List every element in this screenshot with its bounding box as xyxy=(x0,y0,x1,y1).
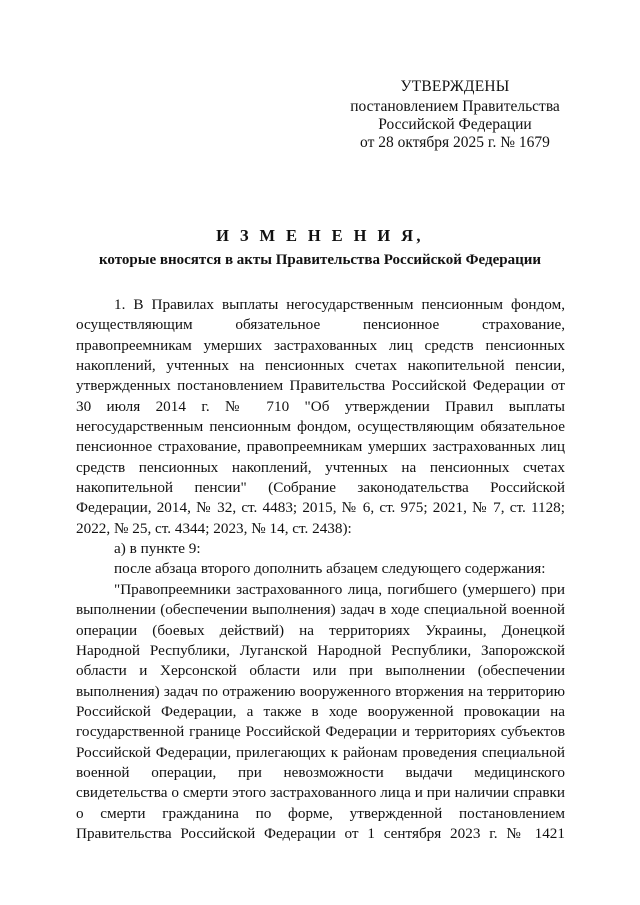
approval-line-2: Российской Федерации xyxy=(378,116,532,133)
document-body xyxy=(76,295,565,844)
document-subtitle: которые вносятся в акты Правительства Российской Федерации xyxy=(98,252,542,268)
paragraph-4: "Правопреемники застрахованного лица, погибшего (умершего) при выполнении (обеспечении выполнения) задач в ходе специальной военной операции (боевых действий) на территориях Украины, Донецкой Народной Республики, Луганской Народной Республики, Запорожской области и Херсонской области или при выполнении (обеспечении выполнения) задач по отражению вооруженного вторжения на территорию Российской Федерации, а также в ходе вооруженной провокации на государственной границе Российской Федерации и территориях субъектов Российской Федерации, прилегающих к районам проведения специальной военной операции, при невозможности выдачи медицинского свидетельства о смерти этого застрахованного лица и при наличии справки о смерти гражданина по форме, утвержденной постановлением Правительства Российской Федерации от 1 сентября 2023 г. № 1421 xyxy=(76,580,565,842)
approval-stamp xyxy=(330,78,580,152)
paragraph-3: после абзаца второго дополнить абзацем следующего содержания: xyxy=(114,560,546,578)
paragraph-1: 1. В Правилах выплаты негосударственным пенсионным фондом, осуществляющим обязательное пенсионное страхование, правопреемникам умерших застрахованных лиц средств пенсионных накоплений, учтенных на пенсионных счетах накопительной пенсии, утвержденных постановлением Правительства Российской Федерации от 30 июля 2014 г. № 710 "Об утверждении Правил выплаты негосударственным пенсионным фондом, осуществляющим обязательное пенсионное страхование, правопреемникам умерших застрахованных лиц средств пенсионных накоплений, учтенных на пенсионных счетах накопительной пенсии" (Собрание законодательства Российской Федерации, 2014, № 32, ст. 4483; 2015, № 6, ст. 975; 2021, № 7, ст. 1128; 2022, № 25, ст. 4344; 2023, № 14, ст. 2438): xyxy=(76,296,565,537)
approval-heading: УТВЕРЖДЕНЫ xyxy=(400,78,510,95)
approval-line-1: постановлением Правительства xyxy=(350,98,560,115)
document-title: И З М Е Н Е Н И Я, xyxy=(216,226,424,245)
approval-line-3: от 28 октября 2025 г. № 1679 xyxy=(360,134,550,151)
paragraph-2: а) в пункте 9: xyxy=(114,540,201,558)
